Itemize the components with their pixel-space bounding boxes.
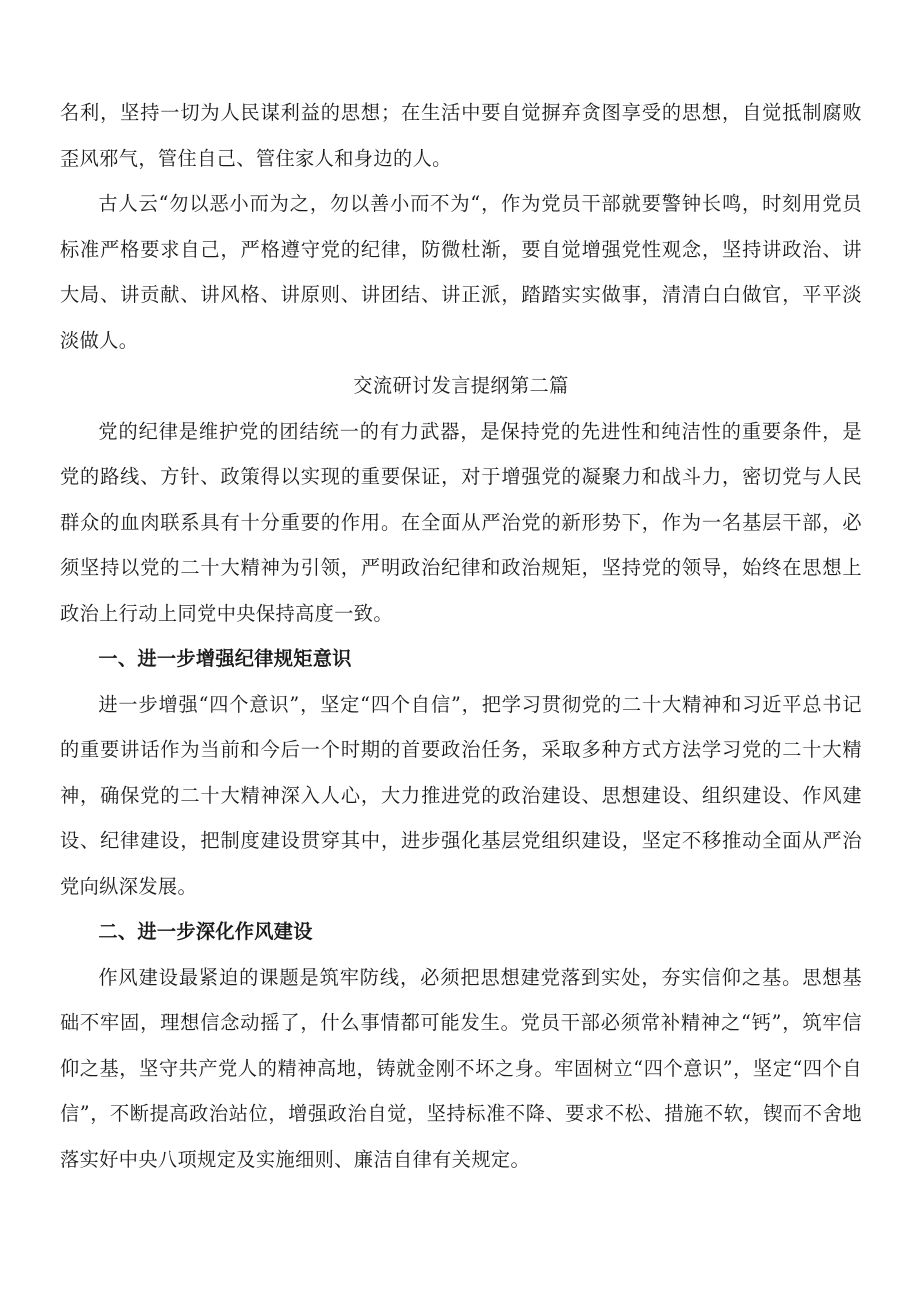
paragraph-ancient-saying: 古人云“勿以恶小而为之，勿以善小而不为“，作为党员干部就要警钟长鸣，时刻用党员标准严格要求自己，严格遵守党的纪律，防微杜渐，要自觉增强党性观念，坚持讲政治、讲大局、讲贡献、讲风格、讲原则、讲团结、讲正派，踏踏实实做事，清清白白做官，平平淡淡做人。: [60, 192, 862, 352]
paragraph-2: 作风建设最紧迫的课题是筑牢防线，必须把思想建党落到实处，夯实信仰之基。思想基础不牢固，理想信念动摇了，什么事情都可能发生。党员干部必须常补精神之“钙”，筑牢信仰之基，坚守共产党人的精神高地，铸就金刚不坏之身。牢固树立“四个意识”，坚定“四个自信”，不断提高政治站位，增强政治自觉，坚持标准不降、要求不松、措施不软，锲而不舍地落实好中央八项规定及实施细则、廉洁自律有关规定。: [60, 965, 862, 1171]
paragraph-intro: 党的纪律是维护党的团结统一的有力武器，是保持党的先进性和纯洁性的重要条件，是党的路线、方针、政策得以实现的重要保证，对于增强党的凝聚力和战斗力，密切党与人民群众的血肉联系具有十分重要的作用。在全面从严治党的新形势下，作为一名基层干部，必须坚持以党的二十大精神为引领，严明政治纪律和政治规矩，坚持党的领导，始终在思想上政治上行动上同党中央保持高度一致。: [60, 419, 862, 625]
section-title: 交流研讨发言提纲第二篇: [353, 374, 569, 397]
heading-1: 一、进一步增强纪律规矩意识: [98, 647, 352, 670]
document-page: [60, 90, 862, 1182]
heading-2: 二、进一步深化作风建设: [98, 920, 313, 943]
paragraph-continuation: 名利，坚持一切为人民谋利益的思想；在生活中要自觉摒弃贪图享受的思想，自觉抵制腐败歪风邪气，管住自己、管住家人和身边的人。: [60, 101, 862, 170]
paragraph-1: 进一步增强“四个意识”，坚定“四个自信”，把学习贯彻党的二十大精神和习近平总书记的重要讲话作为当前和今后一个时期的首要政治任务，采取多种方式方法学习党的二十大精神，确保党的二十大精神深入人心，大力推进党的政治建设、思想建设、组织建设、作风建设、纪律建设，把制度建设贯穿其中，进步强化基层党组织建设，坚定不移推动全面从严治党向纵深发展。: [60, 692, 862, 898]
